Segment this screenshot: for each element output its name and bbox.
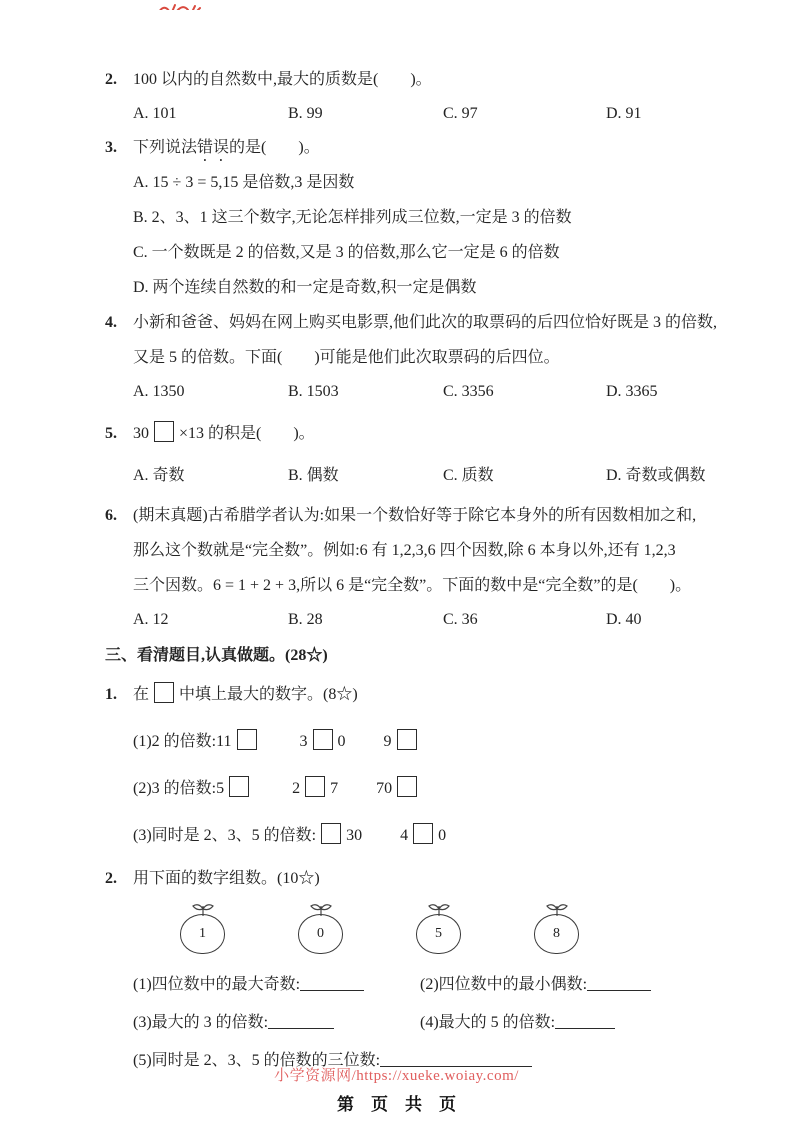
question-3-options — [105, 165, 793, 305]
question-4-number: 4. — [105, 314, 117, 331]
answer-box — [305, 776, 325, 797]
question-3-emphasized-word: 错误 — [197, 139, 230, 156]
fill-group — [133, 733, 262, 750]
apple-digit-5 — [416, 914, 461, 954]
option-d: D. 91 — [606, 105, 642, 122]
fill-group — [376, 780, 422, 797]
question-2 — [105, 62, 793, 97]
fill-label: 9 — [383, 733, 392, 750]
question-5-number: 5. — [105, 425, 117, 442]
compose-row-2 — [105, 1004, 793, 1042]
fill-label: 4 — [400, 827, 409, 844]
apple-stem-icon — [426, 903, 452, 916]
question-5-text-post: ×13 的积是( )。 — [179, 425, 315, 442]
item-2-title: 用下面的数字组数。(10☆) — [133, 870, 320, 887]
apple-number: 5 — [435, 926, 442, 941]
fill-label: (3)同时是 2、3、5 的倍数: — [133, 827, 317, 844]
fill-label: 0 — [438, 827, 447, 844]
fill-row-3 — [105, 818, 793, 853]
question-6 — [105, 498, 793, 603]
question-3-number: 3. — [105, 139, 117, 156]
answer-box — [321, 823, 341, 844]
blank-line — [587, 977, 651, 991]
compose-row-1 — [105, 966, 793, 1004]
option-c: C. 36 — [443, 611, 478, 628]
blank-line — [555, 1015, 615, 1029]
question-6-line-1: (期末真题)古希腊学者认为:如果一个数恰好等于除它本身外的所有因数相加之和, — [133, 507, 697, 524]
compose-item-3 — [133, 1004, 420, 1042]
question-6-text — [133, 498, 793, 603]
answer-box — [313, 729, 333, 750]
footer-site-link: 小学资源网/https://xueke.woiay.com/ — [274, 1068, 519, 1084]
compose-item-3-label: (3)最大的 3 的倍数: — [133, 1014, 269, 1031]
fill-label: 7 — [330, 780, 339, 797]
option-d: D. 3365 — [606, 383, 658, 400]
apple-number: 8 — [553, 926, 560, 941]
fill-group — [384, 733, 422, 750]
option-d: D. 40 — [606, 611, 642, 628]
apple-shape — [534, 914, 579, 954]
fill-label: (1)2 的倍数:11 — [133, 733, 232, 750]
compose-item-4-label: (4)最大的 5 的倍数: — [420, 1014, 556, 1031]
apple-shape — [298, 914, 343, 954]
question-6-line-2: 那么这个数就是“完全数”。例如:6 有 1,2,3,6 四个因数,除 6 本身以外,还有 1,2,3 — [133, 542, 676, 559]
apple-stem-icon — [308, 903, 334, 916]
compose-item-5-label: (5)同时是 2、3、5 的倍数的三位数: — [133, 1052, 381, 1069]
compose-item-2 — [420, 966, 793, 1004]
footer-page-numbers: 第 页 共 页 — [337, 1095, 456, 1114]
answer-box — [229, 776, 249, 797]
apple-stem-icon — [190, 903, 216, 916]
question-5-text — [133, 416, 793, 451]
question-2-text: 100 以内的自然数中,最大的质数是( )。 — [133, 71, 432, 88]
option-d: D. 两个连续自然数的和一定是奇数,积一定是偶数 — [133, 279, 477, 296]
answer-box — [154, 682, 174, 703]
fill-group — [133, 780, 254, 797]
fill-group — [300, 733, 346, 750]
option-b: B. 28 — [288, 611, 323, 628]
question-4-text — [133, 305, 793, 375]
option-a: A. 12 — [133, 611, 169, 628]
fill-row-2 — [105, 771, 793, 806]
digit-apples — [105, 904, 793, 954]
apple-stem-icon — [544, 903, 570, 916]
question-4-line-1: 小新和爸爸、妈妈在网上购买电影票,他们此次的取票码的后四位恰好既是 3 的倍数, — [133, 314, 718, 331]
question-2-number: 2. — [105, 71, 117, 88]
option-a: A. 1350 — [133, 383, 185, 400]
option-a: A. 奇数 — [133, 467, 185, 484]
question-3-text-pre: 下列说法 — [133, 139, 198, 156]
option-c: C. 3356 — [443, 383, 494, 400]
fill-label: (2)3 的倍数:5 — [133, 780, 225, 797]
compose-item-1 — [133, 966, 420, 1004]
option-b: B. 偶数 — [288, 467, 339, 484]
item-1-number: 1. — [105, 686, 117, 703]
question-5 — [105, 416, 793, 451]
section-3-title: 三、看清题目,认真做题。(28☆) — [105, 647, 328, 664]
question-3 — [105, 130, 793, 165]
blank-line — [300, 977, 364, 991]
compose-item-1-label: (1)四位数中的最大奇数: — [133, 976, 301, 993]
item-1-title — [133, 677, 793, 712]
option-d: D. 奇数或偶数 — [606, 467, 706, 484]
section-3-item-1 — [105, 677, 793, 712]
option-c: C. 质数 — [443, 467, 494, 484]
fill-label: 0 — [337, 733, 346, 750]
item-2-number: 2. — [105, 870, 117, 887]
option-c: C. 一个数既是 2 的倍数,又是 3 的倍数,那么它一定是 6 的倍数 — [133, 244, 560, 261]
section-3-item-2 — [105, 861, 793, 896]
option-c: C. 97 — [443, 105, 478, 122]
question-4-line-2: 又是 5 的倍数。下面( )可能是他们此次取票码的后四位。 — [133, 349, 560, 366]
answer-box — [397, 729, 417, 750]
answer-box — [397, 776, 417, 797]
question-3-text-post: 的是( )。 — [229, 139, 320, 156]
apple-number: 0 — [317, 926, 324, 941]
answer-box — [237, 729, 257, 750]
question-4 — [105, 305, 793, 375]
question-3-text — [133, 130, 793, 165]
option-b: B. 2、3、1 这三个数字,无论怎样排列成三位数,一定是 3 的倍数 — [133, 209, 572, 226]
option-b: B. 99 — [288, 105, 323, 122]
question-6-number: 6. — [105, 507, 117, 524]
answer-box — [154, 421, 174, 442]
compose-item-4 — [420, 1004, 793, 1042]
fill-group — [292, 780, 338, 797]
apple-number: 1 — [199, 926, 206, 941]
apple-digit-8 — [534, 914, 579, 954]
item-1-title-pre: 在 — [133, 686, 150, 703]
item-1-title-post: 中填上最大的数字。(8☆) — [179, 686, 358, 703]
option-a: A. 101 — [133, 105, 177, 122]
fill-row-1 — [105, 724, 793, 759]
answer-box — [413, 823, 433, 844]
question-2-options — [105, 97, 793, 130]
option-b: B. 1503 — [288, 383, 339, 400]
apple-digit-1 — [180, 914, 225, 954]
question-6-options — [105, 603, 793, 636]
blank-line — [268, 1015, 334, 1029]
fill-label: 3 — [299, 733, 308, 750]
question-6-line-3: 三个因数。6 = 1 + 2 + 3,所以 6 是“完全数”。下面的数中是“完全数”的是( )。 — [133, 577, 692, 594]
fill-group — [400, 827, 446, 844]
apple-shape — [416, 914, 461, 954]
fill-label: 2 — [292, 780, 301, 797]
fill-group — [133, 827, 362, 844]
question-5-options — [105, 459, 793, 492]
fill-label: 30 — [346, 827, 363, 844]
apple-shape — [180, 914, 225, 954]
question-5-text-pre: 30 — [133, 425, 149, 442]
option-a: A. 15 ÷ 3 = 5,15 是倍数,3 是因数 — [133, 174, 355, 191]
question-4-options — [105, 375, 793, 408]
fill-label: 70 — [376, 780, 393, 797]
compose-item-2-label: (2)四位数中的最小偶数: — [420, 976, 588, 993]
apple-digit-0 — [298, 914, 343, 954]
